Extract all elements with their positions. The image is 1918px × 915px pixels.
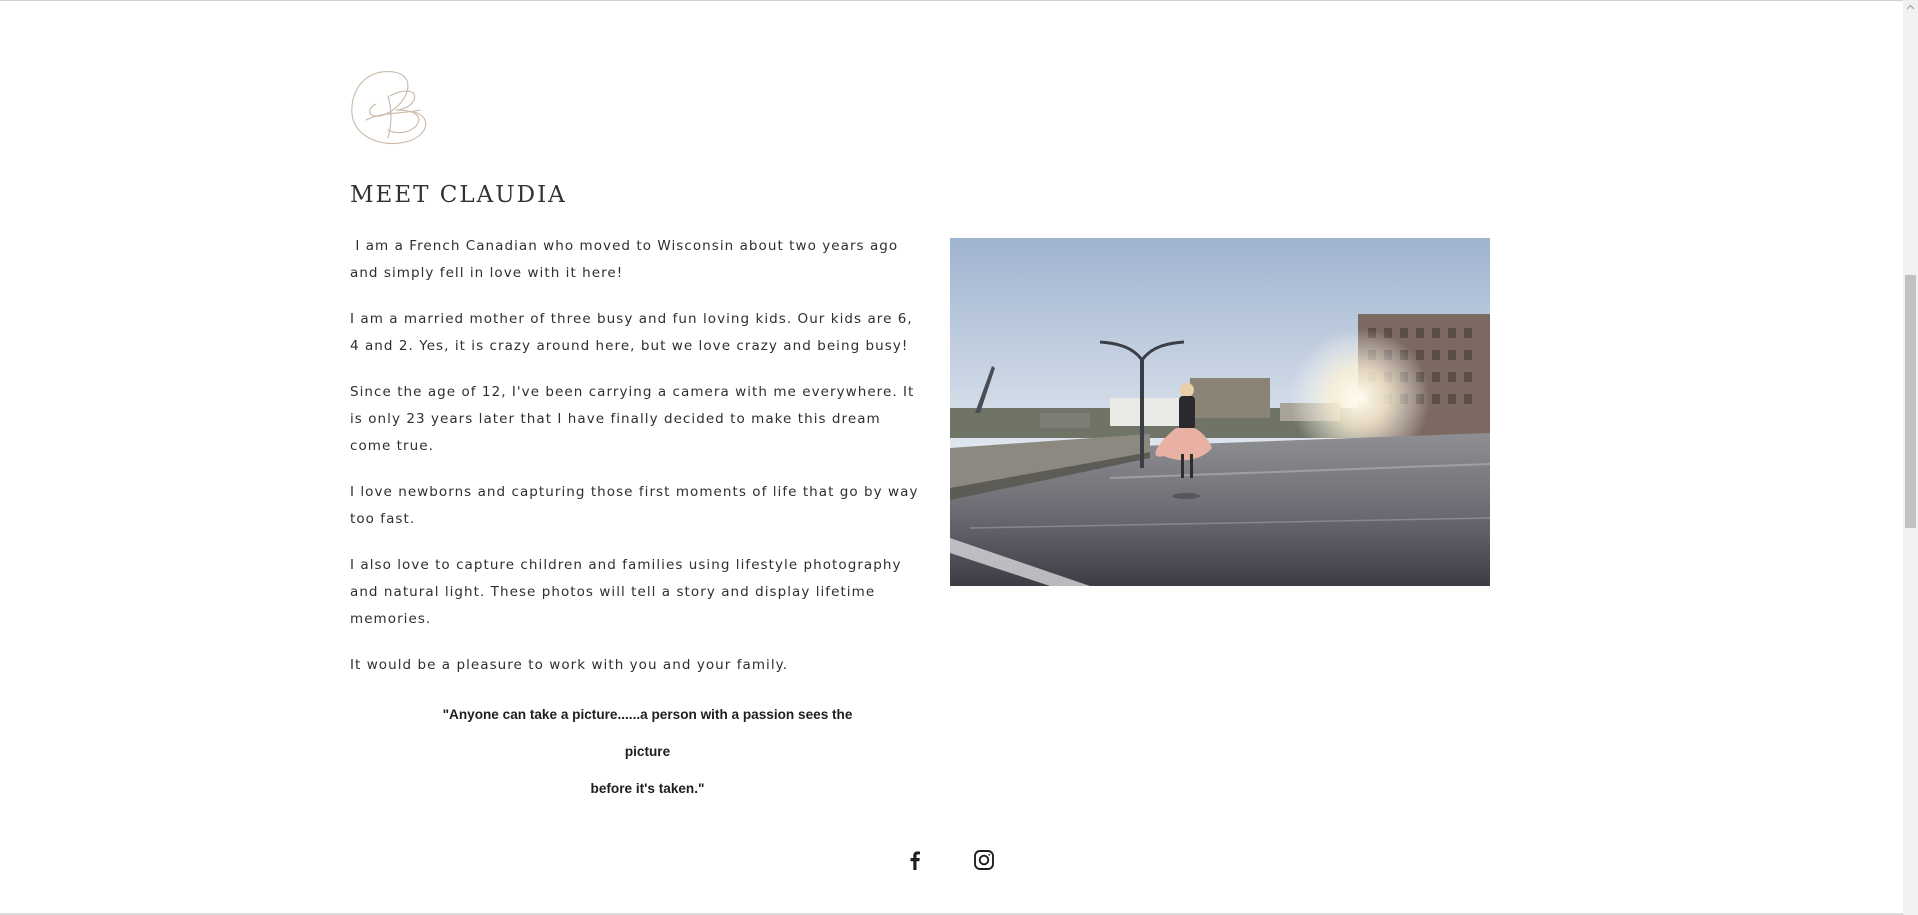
bio-paragraph: I am a French Canadian who moved to Wisconsin about two years ago and simply fell in love with it here! (350, 238, 904, 281)
signature-monogram-logo[interactable] (348, 66, 452, 148)
vertical-scrollbar[interactable] (1903, 0, 1918, 915)
scrollbar-thumb[interactable] (1905, 275, 1916, 528)
quote-line: before it's taken." (590, 781, 705, 796)
quote-line: "Anyone can take a picture......a person with a passion sees the picture (442, 707, 853, 759)
rooftop-portrait-photo (950, 238, 1490, 586)
bio-paragraph: It would be a pleasure to work with you and your family. (350, 657, 789, 673)
bio-text (350, 233, 924, 698)
scroll-up-arrow-icon[interactable] (1903, 0, 1918, 14)
bio-paragraph: I also love to capture children and families using lifestyle photography and natural light. These photos will tell a story and display lifetime memories. (350, 557, 907, 627)
facebook-icon[interactable] (904, 849, 926, 875)
top-divider (0, 0, 1918, 1)
bio-paragraph: I love newborns and capturing those first moments of life that go by way too fast. (350, 484, 924, 527)
page-title: MEET CLAUDIA (350, 182, 567, 208)
bio-paragraph: I am a married mother of three busy and fun loving kids. Our kids are 6, 4 and 2. Yes, it is crazy around here, but we love crazy and being busy! (350, 311, 919, 354)
instagram-icon[interactable] (973, 849, 995, 875)
bio-paragraph: Since the age of 12, I've been carrying a camera with me everywhere. It is only 23 years later that I have finally decided to make this dream come true. (350, 384, 920, 454)
quote (420, 696, 875, 807)
